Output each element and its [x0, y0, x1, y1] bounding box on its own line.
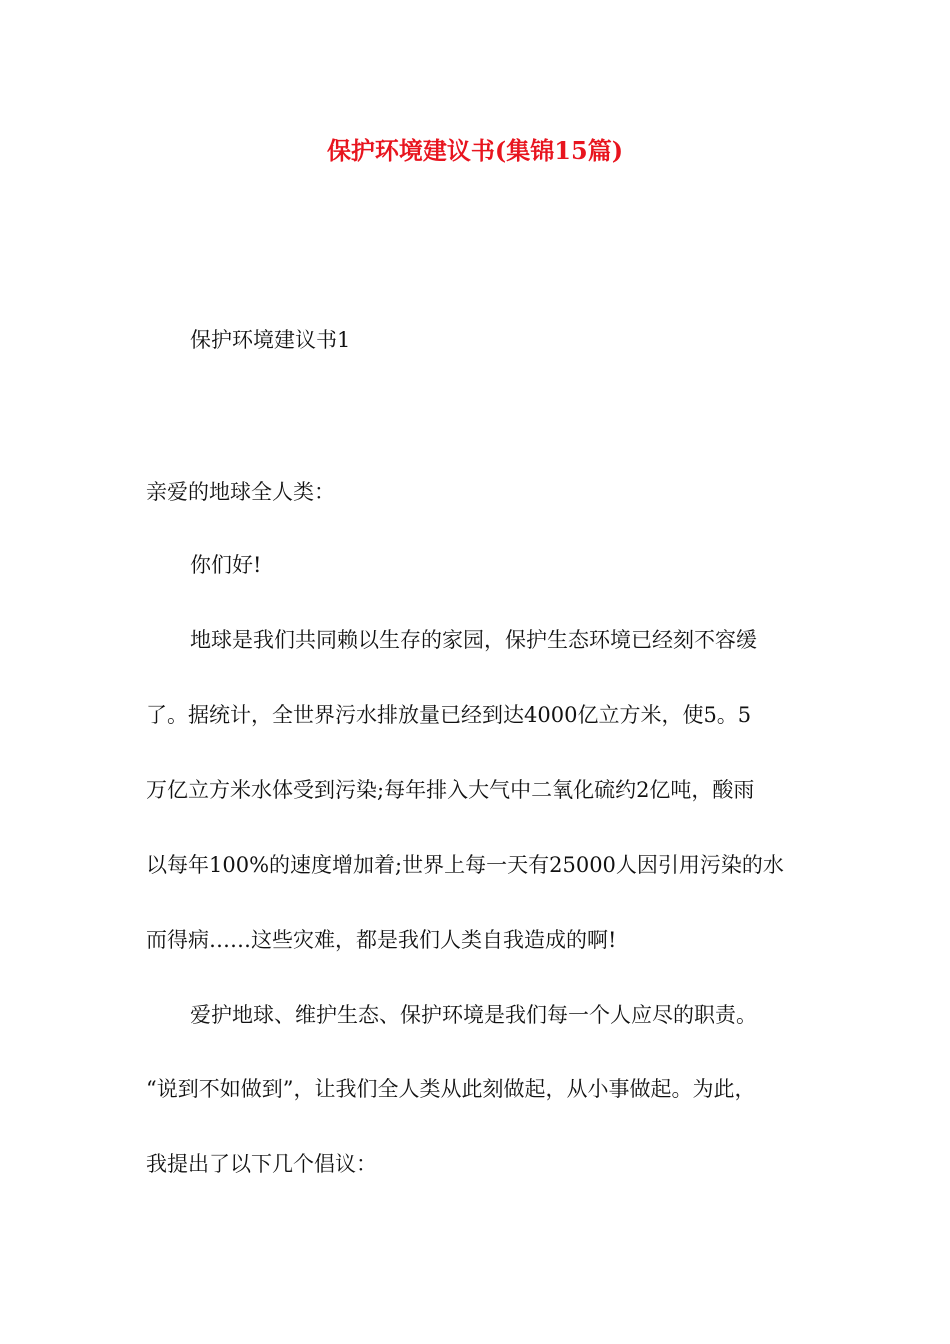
paragraph-line: 地球是我们共同赖以生存的家园，保护生态环境已经刻不容缓: [190, 628, 757, 652]
salutation: 亲爱的地球全人类：: [146, 480, 335, 504]
paragraph-line: 了。据统计，全世界污水排放量已经到达4000亿立方米，使5。5: [146, 703, 752, 727]
paragraph-line: “说到不如做到”，让我们全人类从此刻做起，从小事做起。为此，: [146, 1077, 756, 1101]
paragraph-line: 以每年100%的速度增加着;世界上每一天有25000人因引用污染的水: [146, 853, 784, 877]
document-title: 保护环境建议书(集锦15篇): [326, 136, 624, 165]
paragraph-line: 我提出了以下几个倡议：: [146, 1152, 377, 1176]
section-heading: 保护环境建议书1: [190, 328, 351, 352]
greeting: 你们好!: [190, 553, 262, 577]
paragraph-line: 而得病……这些灾难，都是我们人类自我造成的啊!: [146, 928, 617, 952]
paragraph-line: 爱护地球、维护生态、保护环境是我们每一个人应尽的职责。: [190, 1003, 757, 1027]
paragraph-line: 万亿立方米水体受到污染;每年排入大气中二氧化硫约2亿吨，酸雨: [146, 778, 755, 802]
